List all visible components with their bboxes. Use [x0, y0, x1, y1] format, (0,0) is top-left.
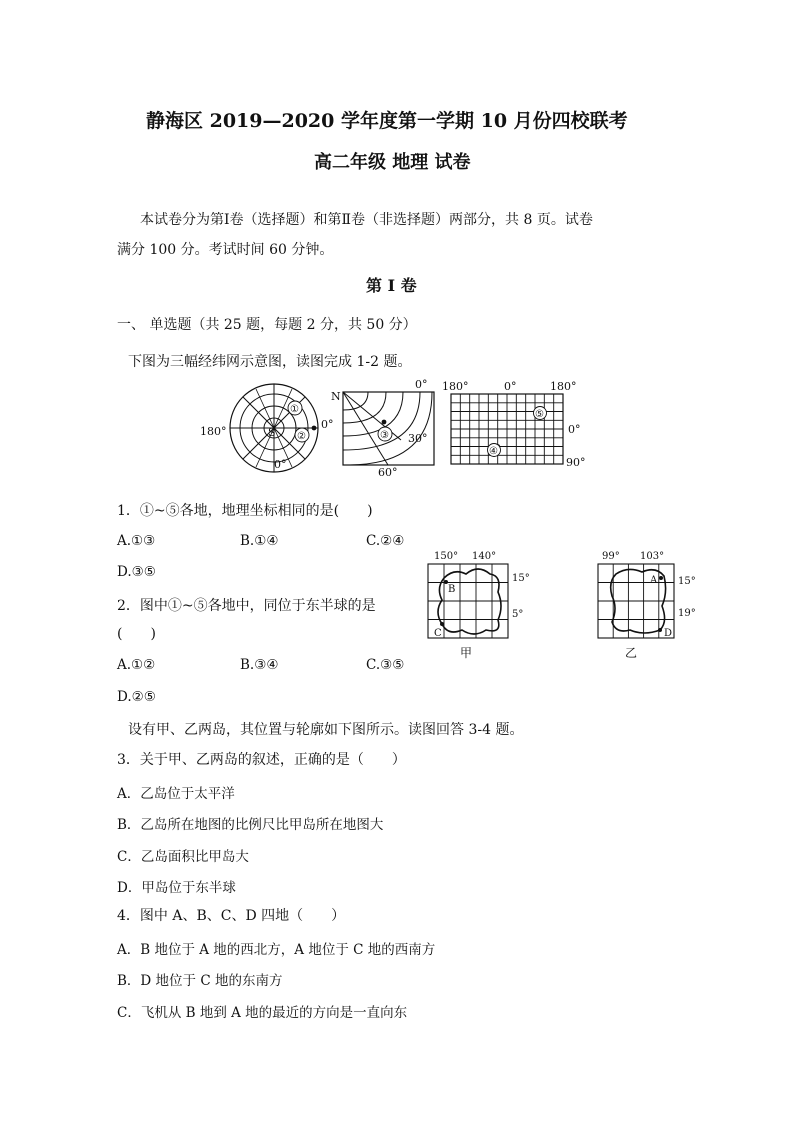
point-b-label: B	[448, 584, 456, 595]
question-1-stem: 1．①~⑤各地，地理坐标相同的是( )	[117, 503, 373, 519]
polar-map-0-bottom-label: 0°	[274, 458, 287, 471]
point-3-marker: ③	[380, 430, 389, 441]
question-4-option-c[interactable]: C．飞机从 B 地到 A 地的最近的方向是一直向东	[117, 1005, 408, 1021]
grid-map-0-top-label: 0°	[504, 380, 517, 393]
sector-map-north-label: N	[331, 390, 341, 403]
question-4-option-b[interactable]: B．D 地位于 C 地的东南方	[117, 973, 283, 989]
point-5-marker: ⑤	[535, 409, 544, 420]
point-a-label: A	[650, 575, 658, 586]
grid-map-180-left-label: 180°	[442, 380, 469, 393]
point-d-label: D	[664, 628, 673, 639]
island-yi-label: 乙	[625, 646, 638, 660]
island-jia-map	[428, 564, 508, 638]
grid-map	[451, 394, 563, 464]
question-2-stem-cont: ( )	[117, 626, 156, 642]
question-3-option-a[interactable]: A．乙岛位于太平洋	[117, 786, 235, 802]
question-3-stem: 3．关于甲、乙两岛的叙述，正确的是（ ）	[117, 752, 406, 768]
jia-lon-150-label: 150°	[434, 551, 459, 562]
polar-map-180-label: 180°	[200, 425, 227, 438]
sector-map-0-label: 0°	[415, 378, 428, 391]
question-1-option-c[interactable]: C.②④	[366, 533, 405, 549]
question-2-stem: 2．图中①~⑤各地中，同位于东半球的是	[117, 598, 376, 614]
islands-figure	[420, 548, 700, 663]
yi-lat-15-label: 15°	[678, 576, 696, 587]
question-1-option-d[interactable]: D.③⑤	[117, 564, 156, 580]
question-1-option-a[interactable]: A.①③	[117, 533, 156, 549]
sector-map	[343, 392, 434, 465]
grid-map-0-right-label: 0°	[568, 423, 581, 436]
point-2-marker: ②	[297, 431, 306, 442]
sector-map-60-label: 60°	[378, 466, 398, 478]
graticule-figure	[198, 378, 598, 478]
intro-line-2: 满分 100 分。考试时间 60 分钟。	[117, 242, 334, 258]
polar-map-pole-label: S	[268, 426, 276, 439]
question-3-option-b[interactable]: B．乙岛所在地图的比例尺比甲岛所在地图大	[117, 817, 384, 833]
island-yi-map	[598, 564, 674, 638]
question-2-option-a[interactable]: A.①②	[117, 657, 156, 673]
figure1-caption: 下图为三幅经纬网示意图，读图完成 1-2 题。	[128, 354, 412, 370]
question-3-option-d[interactable]: D．甲岛位于东半球	[117, 880, 236, 896]
exam-title: 静海区 2019—2020 学年度第一学期 10 月份四校联考	[146, 110, 628, 132]
section-heading: 一、 单选题（共 25 题，每题 2 分，共 50 分）	[117, 317, 417, 333]
point-4-marker: ④	[489, 446, 498, 457]
yi-lon-103-label: 103°	[640, 551, 665, 562]
yi-lat-19-label: 19°	[678, 608, 696, 619]
jia-lon-140-label: 140°	[472, 551, 497, 562]
question-3-option-c[interactable]: C．乙岛面积比甲岛大	[117, 849, 249, 865]
question-4-stem: 4．图中 A、B、C、D 四地（ ）	[117, 908, 346, 924]
island-jia-label: 甲	[460, 646, 473, 660]
intro-line-1: 本试卷分为第Ⅰ卷（选择题）和第Ⅱ卷（非选择题）两部分，共 8 页。试卷	[140, 212, 593, 228]
question-2-option-b[interactable]: B.③④	[240, 657, 279, 673]
question-4-option-a[interactable]: A．B 地位于 A 地的西北方，A 地位于 C 地的西南方	[117, 942, 436, 958]
islands-caption: 设有甲、乙两岛，其位置与轮廓如下图所示。读图回答 3-4 题。	[128, 722, 524, 738]
question-2-option-d[interactable]: D.②⑤	[117, 689, 156, 705]
volume-heading: 第 Ⅰ 卷	[366, 276, 417, 295]
point-c-label: C	[434, 628, 442, 639]
polar-map-0-right-label: 0°	[321, 418, 334, 431]
jia-lat-5-label: 5°	[512, 609, 524, 620]
yi-lon-99-label: 99°	[602, 551, 620, 562]
grid-map-180-right-label: 180°	[550, 380, 577, 393]
point-1-marker: ①	[290, 404, 299, 415]
question-1-option-b[interactable]: B.①④	[240, 533, 279, 549]
grid-map-90-label: 90°	[566, 456, 586, 469]
sector-map-30-label: 30°	[408, 432, 428, 445]
jia-lat-15-label: 15°	[512, 573, 530, 584]
question-2-option-c[interactable]: C.③⑤	[366, 657, 405, 673]
exam-subtitle: 高二年级 地理 试卷	[314, 152, 471, 173]
